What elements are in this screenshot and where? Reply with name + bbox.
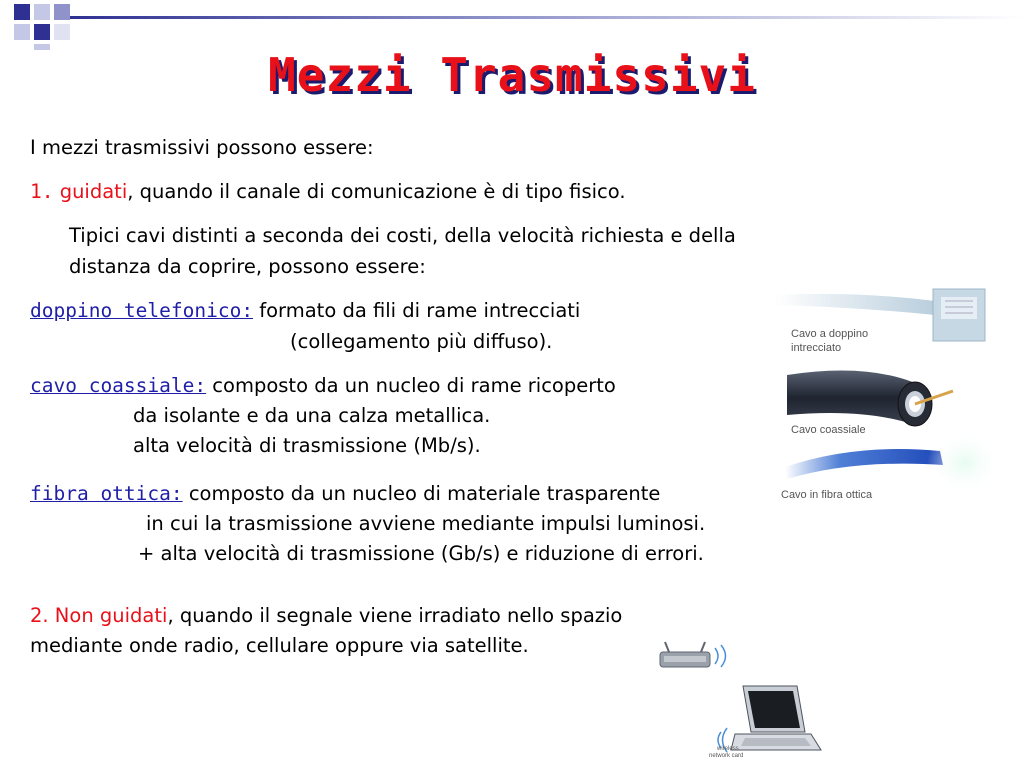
fiber-line2: in cui la trasmissione avviene mediante impulsi luminosi. <box>146 512 706 535</box>
decoration-squares <box>0 0 1024 50</box>
guided-keyword: guidati <box>59 180 128 203</box>
twisted-caption-1: Cavo a doppino <box>791 328 869 340</box>
fiber-term: fibra ottica: <box>30 482 183 505</box>
guided-number: 1. <box>30 180 54 203</box>
fiber-line1 <box>30 479 660 509</box>
coax-term: cavo coassiale: <box>30 374 207 397</box>
fiber-line3: + alta velocità di trasmissione (Gb/s) e riduzione di errori. <box>138 542 704 565</box>
top-decoration-bar <box>0 0 1024 50</box>
guided-desc-line2: distanza da coprire, possono essere: <box>69 255 426 278</box>
card-label-1: wireless <box>717 746 739 752</box>
twisted-pair-line2: (collegamento più diffuso). <box>290 330 553 353</box>
coaxial-cable <box>787 371 915 426</box>
guided-desc-line1: Tipici cavi distinti a seconda dei costi, della velocità richiesta e della <box>69 224 736 247</box>
twisted-pair-line1 <box>30 296 580 326</box>
intro-text: I mezzi trasmissivi possono essere: <box>30 136 374 159</box>
fiber-optic-cable <box>785 449 943 479</box>
guided-rest: , quando il canale di comunicazione è di tipo fisico. <box>127 180 626 203</box>
coax-line3: alta velocità di trasmissione (Mb/s). <box>133 434 481 457</box>
coax-line2: da isolante e da una calza metallica. <box>133 404 491 427</box>
wireless-devices-image <box>655 640 825 765</box>
unguided-rest: , quando il segnale viene irradiato nello spazio <box>167 604 623 627</box>
fiber-desc: composto da un nucleo di materiale trasparente <box>182 482 661 505</box>
unguided-line2: mediante onde radio, cellulare oppure via satellite. <box>30 634 529 657</box>
coax-desc: composto da un nucleo di rame ricoperto <box>206 374 616 397</box>
twisted-pair-cable <box>775 294 935 315</box>
coax-caption: Cavo coassiale <box>791 424 866 436</box>
guided-line <box>30 177 626 207</box>
twisted-pair-desc: formato da fili di rame intrecciati <box>253 299 581 322</box>
unguided-line1 <box>30 601 622 631</box>
coax-line1 <box>30 371 616 401</box>
fiber-caption: Cavo in fibra ottica <box>781 489 873 501</box>
laptop-icon <box>731 686 821 750</box>
unguided-keyword: 2. Non guidati <box>30 604 168 627</box>
card-label-2: network card <box>709 753 744 759</box>
page-title: Mezzi Trasmissivi <box>268 48 756 102</box>
twisted-pair-term: doppino telefonico: <box>30 299 254 322</box>
router-icon <box>660 642 726 667</box>
cable-types-image <box>765 283 1000 515</box>
twisted-caption-2: intrecciato <box>791 342 842 354</box>
